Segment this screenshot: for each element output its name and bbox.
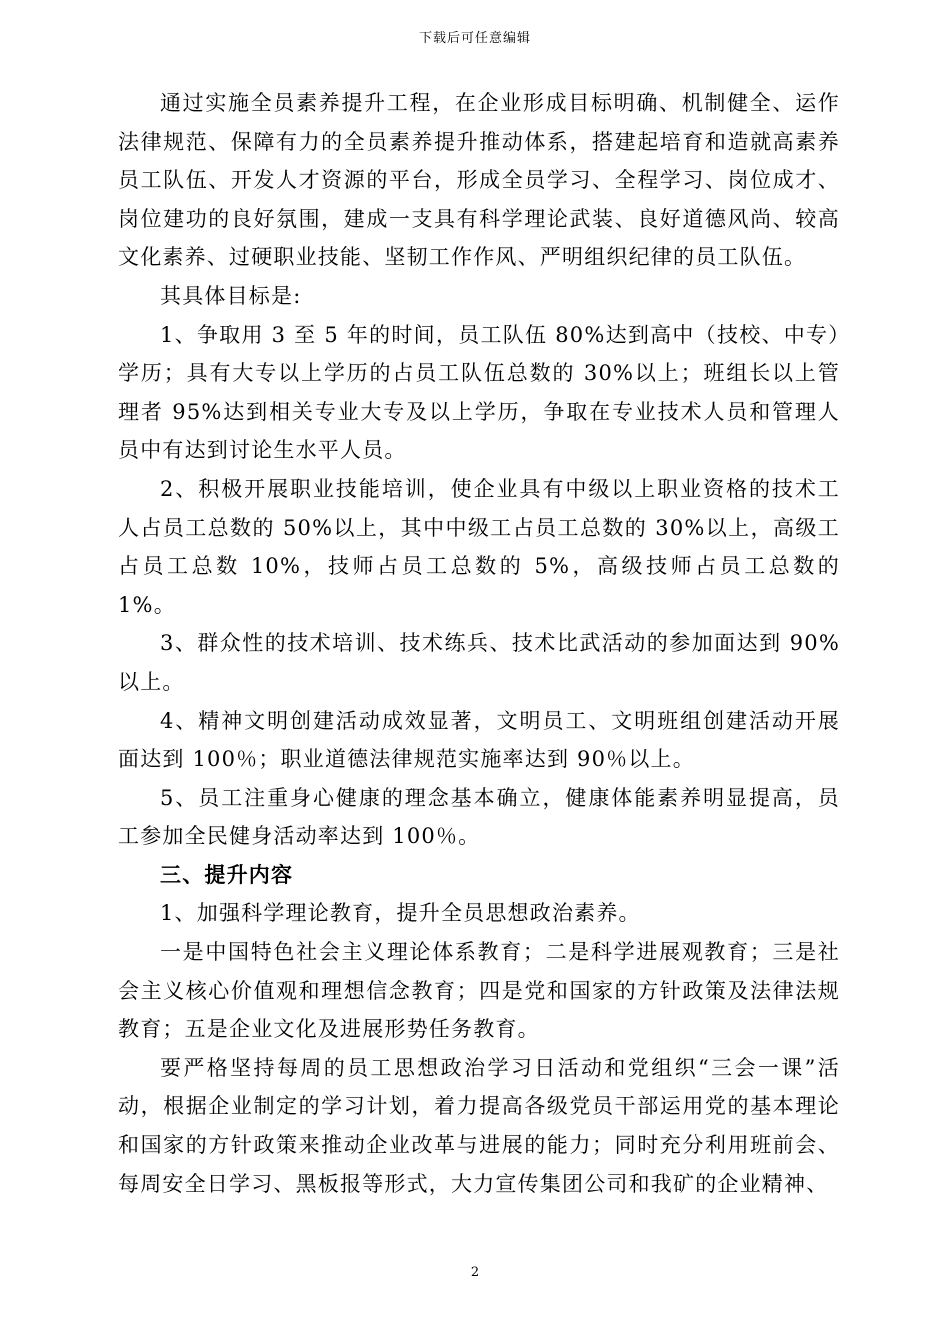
paragraph-overview: 通过实施全员素养提升工程，在企业形成目标明确、机制健全、运作法律规范、保障有力的全员素养提升推动体系，搭建起培育和造就高素养员工队伍、开发人才资源的平台，形成全员学习、全程学习、岗位成才、岗位建功的良好氛围，建成一支具有科学理论武装、良好道德风尚、较高文化素养、过硬职业技能、坚韧工作作风、严明组织纪律的员工队伍。	[118, 91, 840, 270]
paragraph-goal-5: 5、员工注重身心健康的理念基本确立，健康体能素养明显提高，员工参加全民健身活动率达到 100％。	[118, 785, 840, 849]
paragraph-study-activities: 要严格坚持每周的员工思想政治学习日活动和党组织“三会一课”活动，根据企业制定的学习计划，着力提高各级党员干部运用党的基本理论和国家的方针政策来推动企业改革与进展的能力；同时充分利用班前会、每周安全日学习、黑板报等形式，大力宣传集团公司和我矿的企业精神、	[118, 1055, 840, 1196]
section-heading: 三、提升内容	[160, 861, 294, 887]
paragraph-item-1: 1、加强科学理论教育，提升全员思想政治素养。	[160, 901, 641, 926]
paragraph-goal-3: 3、群众性的技术培训、技术练兵、技术比武活动的参加面达到 90%以上。	[118, 631, 840, 694]
document-body	[118, 84, 840, 1203]
paragraph-education-list: 一是中国特色社会主义理论体系教育；二是科学进展观教育；三是社会主义核心价值观和理想信念教育；四是党和国家的方针政策及法律法规教育；五是企业文化及进展形势任务教育。	[118, 940, 840, 1042]
paragraph-goal-4: 4、精神文明创建活动成效显著，文明员工、文明班组创建活动开展面达到 100％；职业道德法律规范实施率达到 90％以上。	[118, 708, 840, 772]
page-number: 2	[470, 1265, 480, 1280]
page-header: 下载后可任意编辑	[418, 31, 531, 46]
paragraph-goal-2: 2、积极开展职业技能培训，使企业具有中级以上职业资格的技术工人占员工总数的 50%以上，其中中级工占员工总数的 30%以上，高级工占员工总数 10%，技师占员工总数的 5%，高级技师占员工总数的 1%。	[118, 476, 840, 617]
paragraph-goals-intro: 其具体目标是:	[160, 283, 302, 308]
paragraph-goal-1: 1、争取用 3 至 5 年的时间，员工队伍 80%达到高中（技校、中专）学历；具有大专以上学历的占员工队伍总数的 30%以上；班组长以上管理者 95%达到相关专业大专及以上学历，争取在专业技术人员和管理人员中有达到讨论生水平人员。	[118, 322, 840, 463]
